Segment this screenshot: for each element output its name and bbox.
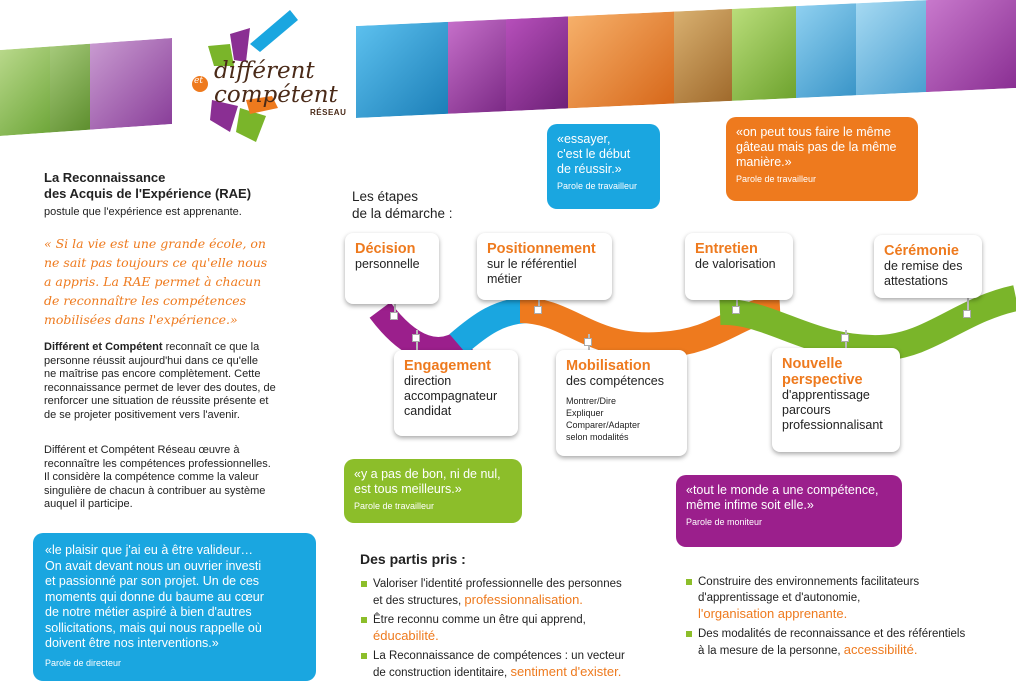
partis-text: et des structures, bbox=[373, 595, 465, 607]
step-mobilisation bbox=[556, 350, 687, 456]
para-line: auquel il participe. bbox=[44, 498, 133, 510]
partis-highlight: éducabilité. bbox=[373, 628, 439, 643]
para-line: de se projeter positivement vers l'avenir. bbox=[44, 408, 240, 421]
partis-text: La Reconnaissance de compétences : un vecteur bbox=[373, 650, 625, 662]
bubble-monde bbox=[676, 475, 902, 547]
intro-paragraph-1 bbox=[44, 341, 304, 422]
partis-highlight: accessibilité. bbox=[843, 642, 918, 657]
partis-text: Des modalités de reconnaissance et des référentiels bbox=[698, 628, 966, 640]
bubble-line: doivent être nos interventions.» bbox=[45, 636, 219, 650]
step-ceremonie bbox=[874, 235, 982, 298]
step-entretien bbox=[685, 233, 793, 300]
partis-text: à la mesure de la personne, bbox=[698, 645, 844, 657]
bubble-line: «on peut tous faire le même bbox=[736, 125, 891, 139]
intro-title bbox=[44, 170, 251, 202]
step-title: Décision bbox=[355, 241, 416, 257]
bubble-line: même infime soit elle.» bbox=[686, 498, 814, 512]
step-decision bbox=[345, 233, 439, 304]
pin bbox=[732, 306, 740, 314]
partis-item-2 bbox=[361, 612, 586, 645]
partis-text: Valoriser l'identité professionnelle des personnes bbox=[373, 578, 622, 590]
para-line: ne maîtrise pas encore complètement. Cette bbox=[44, 368, 261, 380]
intro-title-line1: La Reconnaissance bbox=[44, 170, 166, 185]
partis-title: Des partis pris : bbox=[360, 551, 466, 567]
pin bbox=[412, 334, 420, 342]
partis-text: de construction identitaire, bbox=[373, 667, 511, 679]
step-title: Engagement bbox=[404, 358, 492, 374]
pin bbox=[390, 312, 398, 320]
bubble-line: «tout le monde a une compétence, bbox=[686, 483, 879, 497]
partis-text: Construire des environnements facilitateurs bbox=[698, 576, 920, 588]
bubble-source: Parole de directeur bbox=[45, 657, 122, 668]
para-line: reconnaît ce que la bbox=[162, 341, 260, 353]
partis-highlight: l'organisation apprenante. bbox=[698, 606, 848, 621]
bubble-gateau bbox=[726, 117, 918, 201]
para-line: Différent et Compétent Réseau œuvre à bbox=[44, 444, 240, 456]
quote-line: de reconnaître les compétences bbox=[44, 293, 247, 308]
bullet-icon bbox=[361, 581, 367, 587]
step-line: attestations bbox=[884, 274, 948, 288]
partis-item-3 bbox=[361, 648, 625, 681]
logo-line2: compétent bbox=[214, 82, 338, 108]
steps-heading-line: de la démarche : bbox=[352, 206, 453, 221]
quote-line: a appris. La RAE permet à chacun bbox=[44, 274, 262, 289]
step-positionnement bbox=[477, 233, 612, 300]
logo bbox=[190, 4, 360, 144]
bubble-line: «le plaisir que j'ai eu à être valideur… bbox=[45, 543, 254, 557]
pin bbox=[841, 334, 849, 342]
quote-line: ne sait pas toujours ce qu'elle nous bbox=[44, 255, 268, 270]
para-line: renforcer une situation de réussite présente et bbox=[44, 395, 269, 407]
step-line: personnelle bbox=[355, 257, 420, 271]
bubble-line: On avait devant nous un ouvrier investi bbox=[45, 558, 262, 573]
step-line: parcours bbox=[782, 403, 831, 417]
step-title: Positionnement bbox=[487, 241, 596, 257]
bullet-icon bbox=[361, 617, 367, 623]
step-title-line: perspective bbox=[782, 372, 863, 388]
step-engagement bbox=[394, 350, 518, 436]
bubble-line: sollicitations, mais qui nous rappelle où bbox=[45, 620, 262, 635]
step-title: Entretien bbox=[695, 241, 758, 257]
pin bbox=[963, 310, 971, 318]
bubble-line: de notre métier aspiré à bien d'autres bbox=[45, 605, 252, 619]
photo-strip-left bbox=[0, 38, 172, 136]
partis-item-1 bbox=[361, 576, 622, 609]
step-title: Mobilisation bbox=[566, 358, 651, 374]
steps-heading-line: Les étapes bbox=[352, 189, 419, 204]
intro-paragraph-2 bbox=[44, 444, 304, 512]
step-line: métier bbox=[487, 272, 522, 286]
para-line: singulière de chacun à contribuer au système bbox=[44, 484, 266, 497]
partis-text: d'apprentissage et d'autonomie, bbox=[698, 592, 861, 604]
logo-line3: RÉSEAU bbox=[310, 108, 347, 117]
step-small-line: Comparer/Adapter bbox=[566, 420, 641, 430]
intro-subtitle: postule que l'expérience est apprenante. bbox=[44, 206, 242, 218]
bubble-line: «y a pas de bon, ni de nul, bbox=[354, 467, 501, 481]
step-nouvelle-perspective bbox=[772, 348, 900, 452]
bubble-source: Parole de travailleur bbox=[354, 501, 435, 511]
step-small-line: selon modalités bbox=[566, 432, 629, 442]
photo-strip-right bbox=[356, 0, 1016, 118]
step-line: professionnalisant bbox=[782, 418, 883, 432]
partis-text: Être reconnu comme un être qui apprend, bbox=[373, 614, 586, 626]
step-small-line: Montrer/Dire bbox=[566, 396, 617, 406]
para-line: Il considère la compétence comme la valeur bbox=[44, 471, 259, 483]
step-line: des compétences bbox=[566, 374, 664, 388]
bubble-source: Parole de travailleur bbox=[736, 174, 817, 184]
bubble-line: manière.» bbox=[736, 155, 792, 169]
step-line: candidat bbox=[404, 404, 452, 418]
bubble-line: est tous meilleurs.» bbox=[354, 482, 462, 496]
bubble-essayer bbox=[547, 124, 660, 209]
logo-et: et bbox=[194, 76, 203, 86]
step-title-line: Nouvelle bbox=[782, 356, 843, 372]
bubble-source: Parole de travailleur bbox=[557, 181, 638, 191]
step-line: sur le référentiel bbox=[487, 257, 577, 271]
step-line: de remise des bbox=[884, 259, 963, 273]
para1-bold: Différent et Compétent bbox=[44, 341, 163, 353]
intro-quote bbox=[44, 234, 267, 329]
partis-highlight: sentiment d'exister. bbox=[510, 664, 622, 679]
pin bbox=[584, 338, 592, 346]
partis-item-5 bbox=[686, 626, 965, 659]
partis-highlight: professionnalisation. bbox=[464, 592, 583, 607]
step-title: Cérémonie bbox=[884, 243, 959, 259]
step-small-list bbox=[566, 395, 677, 443]
bullet-icon bbox=[686, 631, 692, 637]
quote-line: « Si la vie est une grande école, on bbox=[44, 236, 266, 251]
step-line: accompagnateur bbox=[404, 389, 498, 403]
para-line: personne réussit aujourd'hui dans ce qu'elle bbox=[44, 354, 258, 367]
bubble-line: moments qui donne du baume au cœur bbox=[45, 589, 264, 604]
quote-line: mobilisées dans l'expérience.» bbox=[44, 312, 238, 327]
bubble-line: gâteau mais pas de la même bbox=[736, 140, 897, 154]
partis-item-4 bbox=[686, 574, 919, 623]
para-line: reconnaître les compétences professionnelles. bbox=[44, 457, 271, 470]
steps-heading bbox=[352, 188, 453, 222]
bubble-bon bbox=[344, 459, 522, 523]
para-line: reconnaissance permet de lever des doutes, de bbox=[44, 381, 276, 394]
step-line: de valorisation bbox=[695, 257, 776, 271]
step-line: direction bbox=[404, 374, 452, 388]
bubble-line: et passionné par son projet. Un de ces bbox=[45, 574, 260, 588]
intro-title-line2: des Acquis de l'Expérience (RAE) bbox=[44, 186, 252, 201]
bubble-source: Parole de moniteur bbox=[686, 517, 763, 527]
step-small-line: Expliquer bbox=[566, 408, 604, 418]
bubble-line: c'est le début bbox=[557, 147, 631, 161]
step-line: d'apprentissage bbox=[782, 388, 870, 402]
pin bbox=[534, 306, 542, 314]
bubble-line: «essayer, bbox=[557, 132, 611, 146]
bubble-director bbox=[33, 533, 316, 681]
bullet-icon bbox=[686, 579, 692, 585]
bubble-line: de réussir.» bbox=[557, 162, 622, 176]
bullet-icon bbox=[361, 653, 367, 659]
logo-line1: différent bbox=[214, 58, 315, 84]
